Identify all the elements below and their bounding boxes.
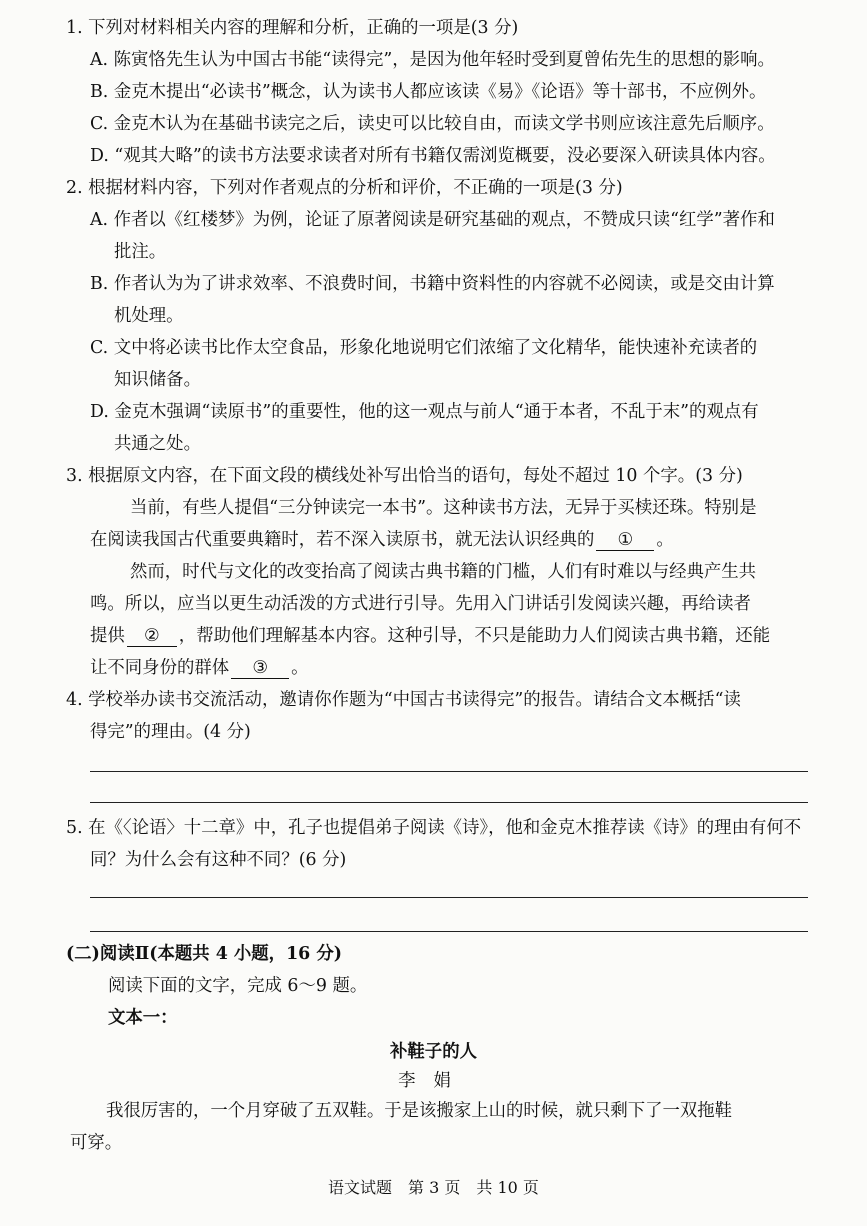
- q2-option-a: A. 作者以《红楼梦》为例，论证了原著阅读是研究基础的观点，不赞成只读“红学”著作和: [90, 210, 775, 230]
- q2-option-c-cont: 知识储备。: [114, 370, 201, 390]
- text-label: 文本一：: [108, 1008, 178, 1028]
- q3-paragraph2-line4: [0, 656, 867, 680]
- page-footer: 语文试题 第 3 页 共 10 页: [328, 1178, 539, 1197]
- q3-paragraph1-line1: 当前，有些人提倡“三分钟读完一本书”。这种读书方法，无异于买椟还珠。特别是: [130, 498, 757, 518]
- q5-answer-line-2[interactable]: [90, 931, 808, 932]
- q4-stem-line1: 4. 学校举办读书交流活动，邀请你作题为“中国古书读得完”的报告。请结合文本概括“读: [66, 690, 741, 710]
- q3-text: 让不同身份的群体: [90, 658, 230, 678]
- q2-stem: 2. 根据材料内容，下列对作者观点的分析和评价，不正确的一项是(3 分): [66, 178, 623, 198]
- q1-option-c: C. 金克木认为在基础书读完之后，读史可以比较自由，而读文学书则应该注意先后顺序。: [90, 114, 775, 134]
- q1-option-b: B. 金克木提出“必读书”概念，认为读书人都应该读《易》《论语》等十部书，不应例外。: [90, 82, 767, 102]
- q2-option-c: C. 文中将必读书比作太空食品，形象化地说明它们浓缩了文化精华，能快速补充读者的: [90, 338, 758, 358]
- section-instruction: 阅读下面的文字，完成 6～9 题。: [108, 976, 368, 996]
- fill-blank-1[interactable]: ①: [596, 530, 654, 551]
- q3-text: ，帮助他们理解基本内容。这种引导，不只是能助力人们阅读古典书籍，还能: [178, 626, 771, 646]
- q3-paragraph1-line2: [0, 528, 867, 552]
- q4-stem-line2: 得完”的理由。(4 分): [90, 722, 251, 742]
- q5-answer-line-1[interactable]: [90, 897, 808, 898]
- q3-text: 。: [656, 530, 674, 550]
- q5-stem-line1: 5. 在《〈论语〉十二章》中，孔子也提倡弟子阅读《诗》，他和金克木推荐读《诗》的理由有何不: [66, 818, 802, 838]
- q3-text: 。: [291, 658, 309, 678]
- q2-option-b-cont: 机处理。: [114, 306, 184, 326]
- q2-option-d: D. 金克木强调“读原书”的重要性，他的这一观点与前人“通于本者，不乱于末”的观点有: [90, 402, 759, 422]
- fill-blank-2[interactable]: ②: [127, 626, 177, 647]
- article-body-line2: 可穿。: [70, 1133, 123, 1153]
- q5-stem-line2: 同？为什么会有这种不同？(6 分): [90, 850, 347, 870]
- q3-text: 在阅读我国古代重要典籍时，若不深入读原书，就无法认识经典的: [90, 530, 595, 550]
- q3-paragraph2-line3: [0, 624, 867, 648]
- q3-text: 提供: [90, 626, 125, 646]
- q3-paragraph2-line2: 鸣。所以，应当以更生动活泼的方式进行引导。先用入门讲话引发阅读兴趣，再给读者: [90, 594, 751, 614]
- fill-blank-3[interactable]: ③: [231, 658, 289, 679]
- q2-option-a-cont: 批注。: [114, 242, 167, 262]
- q1-option-d: D. “观其大略”的读书方法要求读者对所有书籍仅需浏览概要，没必要深入研读具体内容。: [90, 146, 776, 166]
- q1-option-a: A. 陈寅恪先生认为中国古书能“读得完”，是因为他年轻时受到夏曾佑先生的思想的影响。: [90, 50, 775, 70]
- section-heading: (二)阅读Ⅱ(本题共 4 小题，16 分): [66, 944, 342, 964]
- q1-stem: 1. 下列对材料相关内容的理解和分析，正确的一项是(3 分): [66, 18, 519, 38]
- q2-option-b: B. 作者认为为了讲求效率、不浪费时间，书籍中资料性的内容就不必阅读，或是交由计算: [90, 274, 775, 294]
- article-title: 补鞋子的人: [390, 1042, 477, 1062]
- article-author: 李娟: [398, 1071, 469, 1091]
- q4-answer-line-1[interactable]: [90, 771, 808, 772]
- article-body-line1: 我很厉害的，一个月穿破了五双鞋。于是该搬家上山的时候，就只剩下了一双拖鞋: [106, 1101, 733, 1121]
- q2-option-d-cont: 共通之处。: [114, 434, 201, 454]
- q4-answer-line-2[interactable]: [90, 802, 808, 803]
- q3-paragraph2-line1: 然而，时代与文化的改变抬高了阅读古典书籍的门槛，人们有时难以与经典产生共: [130, 562, 757, 582]
- q3-stem: 3. 根据原文内容，在下面文段的横线处补写出恰当的语句，每处不超过 10 个字。(3 分): [66, 466, 743, 486]
